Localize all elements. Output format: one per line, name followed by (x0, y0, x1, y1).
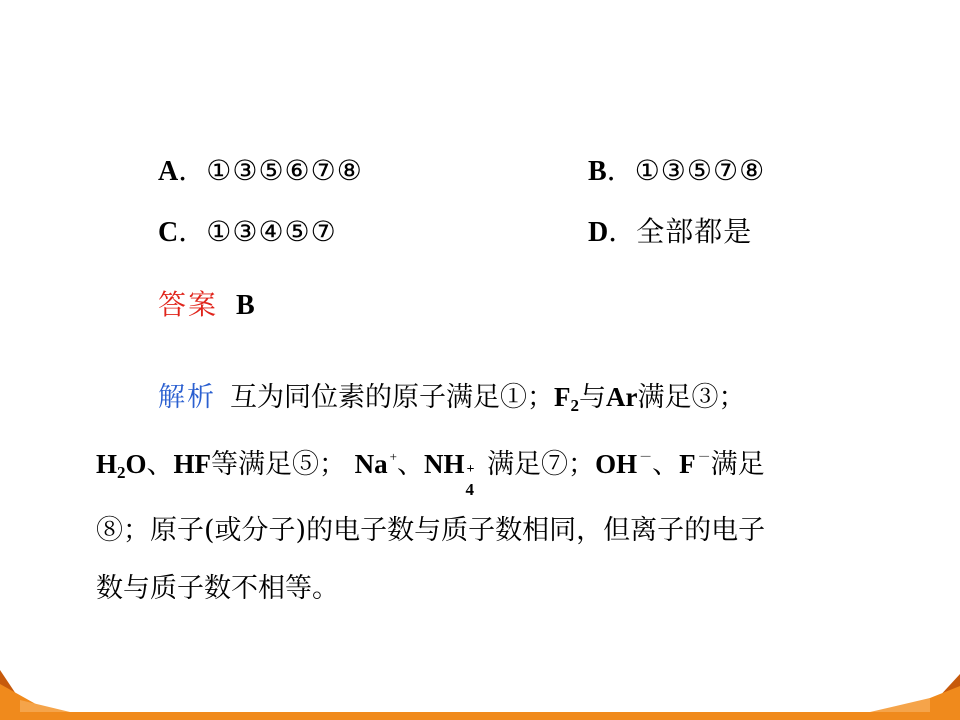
analysis (96, 368, 866, 618)
analysis-line-4: 数与质子数不相等。 (96, 573, 339, 604)
analysis-line-1 (96, 368, 866, 435)
answer-label: 答案 (158, 288, 219, 321)
ion-f: F － (679, 449, 711, 479)
analysis-text: 、 (146, 449, 174, 480)
analysis-text: 满足⑦； (487, 449, 596, 480)
option-a-letter: A (158, 156, 179, 187)
option-d-value: 全部都是 (636, 215, 753, 248)
option-c (158, 215, 337, 250)
option-c-separator: ． (178, 215, 207, 248)
ion-na: Na + (354, 449, 397, 479)
option-d (588, 215, 752, 250)
analysis-text: 等满足⑤； (211, 449, 347, 480)
analysis-label: 解析 (158, 382, 216, 413)
formula-h2o: $H_2O$ (96, 449, 147, 482)
option-c-letter: C (158, 217, 179, 248)
footer-decoration (0, 640, 960, 720)
footer-bar (0, 712, 960, 720)
option-d-separator: ． (608, 215, 637, 248)
ion-nh4: NH + 4 (423, 449, 475, 500)
option-a-value: ①③⑤⑥⑦⑧ (206, 154, 363, 187)
analysis-text: 满足 (710, 449, 765, 480)
analysis-line-3: ⑧；原子(或分子)的电子数与质子数相同，但离子的电子 (96, 515, 766, 546)
option-b-value: ①③⑤⑦⑧ (634, 154, 766, 187)
formula-f2: $F_2$ (554, 382, 579, 415)
option-b-letter: B (588, 156, 607, 187)
formula-ar: Ar (606, 382, 638, 412)
option-a (158, 154, 363, 189)
analysis-text: 互为同位素的原子满足①； (230, 382, 554, 413)
option-b-separator: ． (606, 154, 635, 187)
footer-right-triangle-3 (870, 698, 930, 712)
answer-value: B (236, 290, 255, 321)
analysis-text: 、 (396, 449, 424, 480)
answer (158, 288, 255, 323)
option-d-letter: D (588, 217, 609, 248)
ion-oh: OH － (595, 449, 653, 479)
analysis-text: 满足③； (637, 382, 746, 413)
option-b (588, 154, 765, 189)
option-c-value: ①③④⑤⑦ (206, 215, 337, 248)
formula-hf: HF (173, 449, 212, 479)
analysis-text: 、 (652, 449, 680, 480)
analysis-line-2 (96, 435, 866, 502)
analysis-text: 与 (579, 382, 606, 413)
option-a-separator: ． (178, 154, 207, 187)
